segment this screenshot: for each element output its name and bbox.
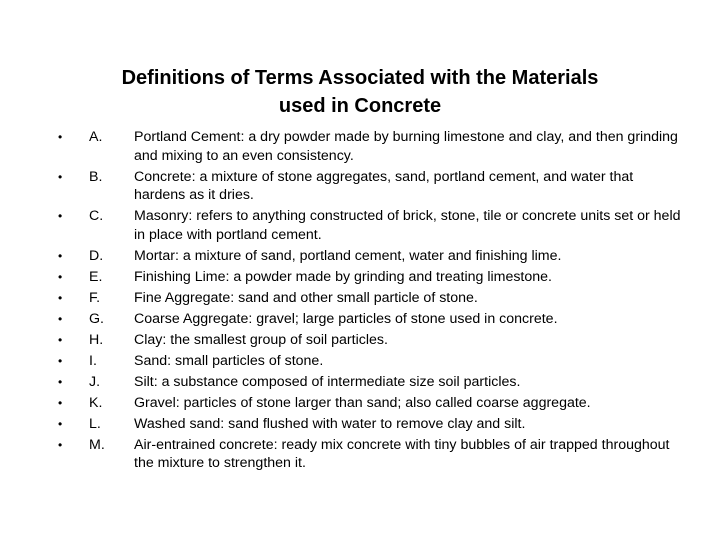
bullet-icon: • <box>58 311 63 326</box>
item-definition: Coarse Aggregate: gravel; large particles of stone used in concrete. <box>134 310 558 327</box>
item-letter: F. <box>89 289 101 306</box>
list-item <box>56 373 686 392</box>
item-definition: Concrete: a mixture of stone aggregates, sand, portland cement, and water that hardens as it dries. <box>134 168 634 203</box>
item-definition: Sand: small particles of stone. <box>134 352 324 369</box>
item-definition: Fine Aggregate: sand and other small particle of stone. <box>134 289 478 306</box>
slide-title-line-2: used in Concrete <box>278 95 442 117</box>
item-letter: M. <box>89 436 105 453</box>
item-letter: B. <box>89 168 103 185</box>
item-letter: G. <box>89 310 104 327</box>
item-letter: J. <box>89 373 101 390</box>
item-letter: I. <box>89 352 97 369</box>
list-item <box>56 128 686 165</box>
item-letter: A. <box>89 129 103 145</box>
list-item <box>56 394 686 413</box>
item-definition: Air-entrained concrete: ready mix concrete with tiny bubbles of air trapped throughout the mixture to strengthen it. <box>134 436 670 471</box>
bullet-icon: • <box>58 130 63 144</box>
item-letter: K. <box>89 394 103 411</box>
item-definition: Clay: the smallest group of soil particles. <box>134 331 388 348</box>
bullet-icon: • <box>58 416 63 431</box>
bullet-icon: • <box>58 209 63 223</box>
list-item <box>56 207 686 244</box>
slide-title-line-1: Definitions of Terms Associated with the Materials <box>121 67 599 89</box>
list-item <box>56 331 686 350</box>
item-definition: Masonry: refers to anything constructed of brick, stone, tile or concrete units set or held in place with portland cement. <box>134 208 681 243</box>
list-item <box>56 168 686 205</box>
item-definition: Mortar: a mixture of sand, portland cement, water and finishing lime. <box>134 247 562 264</box>
item-definition: Gravel: particles of stone larger than sand; also called coarse aggregate. <box>134 394 591 411</box>
list-item <box>56 415 686 434</box>
item-definition: Washed sand: sand flushed with water to remove clay and silt. <box>134 415 526 432</box>
list-item <box>56 268 686 287</box>
item-definition: Finishing Lime: a powder made by grinding and treating limestone. <box>134 268 552 285</box>
item-definition: Silt: a substance composed of intermediate size soil particles. <box>134 373 521 390</box>
bullet-icon: • <box>58 269 63 284</box>
item-letter: L. <box>89 415 101 432</box>
bullet-icon: • <box>58 290 63 305</box>
list-item <box>56 247 686 266</box>
term-list <box>56 128 686 475</box>
bullet-icon: • <box>58 332 63 347</box>
bullet-icon: • <box>58 248 63 263</box>
item-letter: E. <box>89 268 103 285</box>
list-item <box>56 352 686 371</box>
list-item <box>56 310 686 329</box>
bullet-icon: • <box>58 169 63 184</box>
item-letter: H. <box>89 331 104 348</box>
item-definition: Portland Cement: a dry powder made by burning limestone and clay, and then grinding and mixing to an even consistency. <box>134 129 678 164</box>
bullet-icon: • <box>58 395 63 410</box>
list-item <box>56 436 686 473</box>
list-item <box>56 289 686 308</box>
item-letter: C. <box>89 208 104 224</box>
bullet-icon: • <box>58 374 63 389</box>
bullet-icon: • <box>58 437 63 452</box>
item-letter: D. <box>89 247 104 264</box>
slide-title <box>60 64 660 120</box>
bullet-icon: • <box>58 353 63 368</box>
